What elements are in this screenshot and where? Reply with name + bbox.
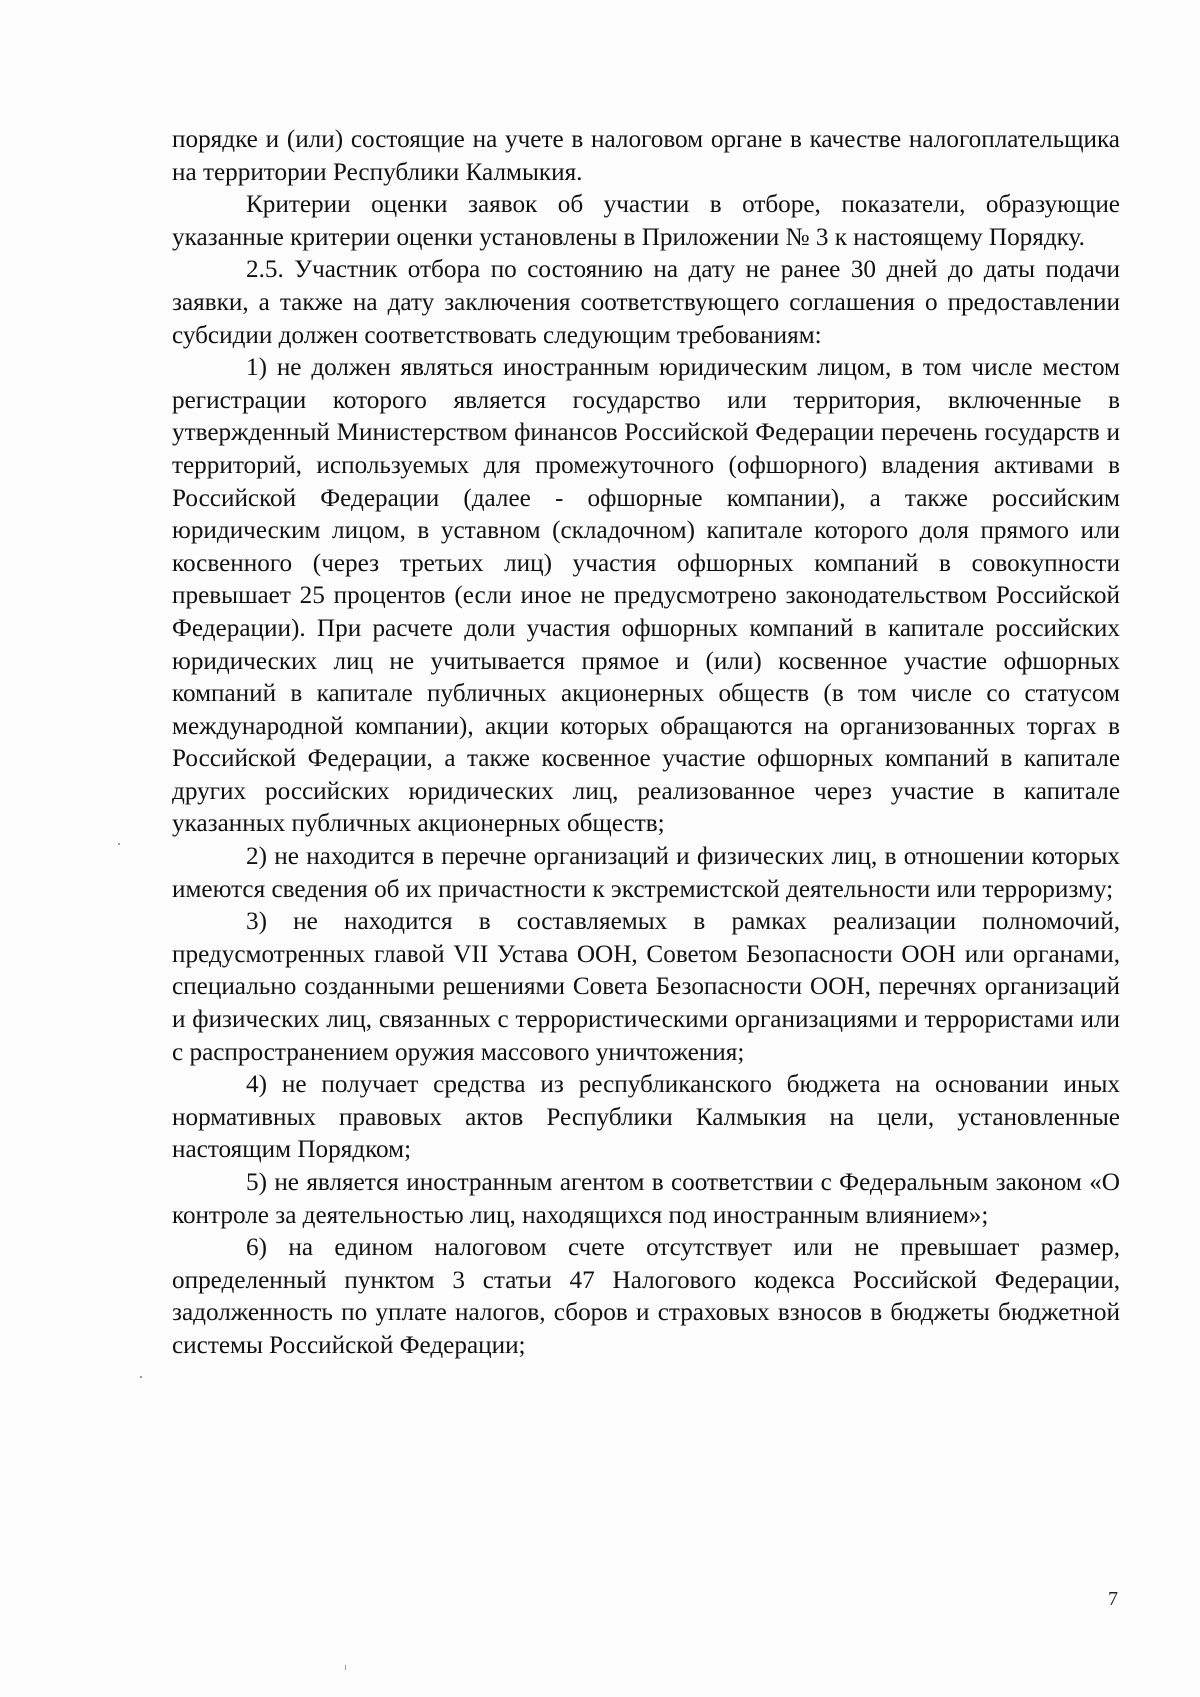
list-item-1: 1) не должен являться иностранным юридическим лицом, в том числе местом регистрации которого является государство или территория, включенные в утвержденный Министерством финансов Российской Федерации перечень государств и территорий, используемых для промежуточного (офшорного) владения активами в Российской Федерации (далее - офшорные компании), а также российским юридическим лицом, в уставном (складочном) капитале которого доля прямого или косвенного (через третьих лиц) участия офшорных компаний в совокупности превышает 25 процентов (если иное не предусмотрено законодательством Российской Федерации). При расчете доли участия офшорных компаний в капитале российских юридических лиц не учитывается прямое и (или) косвенное участие офшорных компаний в капитале публичных акционерных обществ (в том числе со статусом международной компании), акции которых обращаются на организованных торгах в Российской Федерации, а также косвенное участие офшорных компаний в капитале других российских юридических лиц, реализованное через участие в капитале указанных публичных акционерных обществ;: [172, 354, 1120, 838]
list-item-5: 5) не является иностранным агентом в соответствии с Федеральным законом «О контроле за деятельностью лиц, находящихся под иностранным влиянием»;: [172, 1169, 1120, 1229]
scan-speck: [140, 1376, 142, 1378]
document-body: [172, 124, 1120, 1363]
paragraph-continuation: порядке и (или) состоящие на учете в налоговом органе в качестве налогоплательщика на территории Республики Калмыкия.: [172, 126, 1120, 186]
list-item-2: 2) не находится в перечне организаций и физических лиц, в отношении которых имеются сведения об их причастности к экстремистской деятельности или терроризму;: [172, 843, 1120, 903]
paragraph-section-2-5: 2.5. Участник отбора по состоянию на дату не ранее 30 дней до даты подачи заявки, а также на дату заключения соответствующего соглашения о предоставлении субсидии должен соответствовать следующим требованиям:: [172, 256, 1120, 349]
list-item-4: 4) не получает средства из республиканского бюджета на основании иных нормативных правовых актов Республики Калмыкия на цели, установленные настоящим Порядком;: [172, 1071, 1120, 1164]
page-number: 7: [1108, 1588, 1118, 1610]
list-item-6: 6) на едином налоговом счете отсутствует или не превышает размер, определенный пунктом 3 статьи 47 Налогового кодекса Российской Федерации, задолженность по уплате налогов, сборов и страховых взносов в бюджеты бюджетной системы Российской Федерации;: [172, 1234, 1120, 1359]
list-item-3: 3) не находится в составляемых в рамках реализации полномочий, предусмотренных главой VII Устава ООН, Советом Безопасности ООН или органами, специально созданными решениями Совета Безопасности ООН, перечнях организаций и физических лиц, связанных с террористическими организациями и террористами или с распространением оружия массового уничтожения;: [172, 908, 1120, 1066]
paragraph-criteria: Критерии оценки заявок об участии в отборе, показатели, образующие указанные критерии оценки установлены в Приложении № 3 к настоящему Порядку.: [172, 191, 1120, 251]
scan-speck: [118, 843, 120, 845]
scan-speck: [345, 1665, 346, 1670]
